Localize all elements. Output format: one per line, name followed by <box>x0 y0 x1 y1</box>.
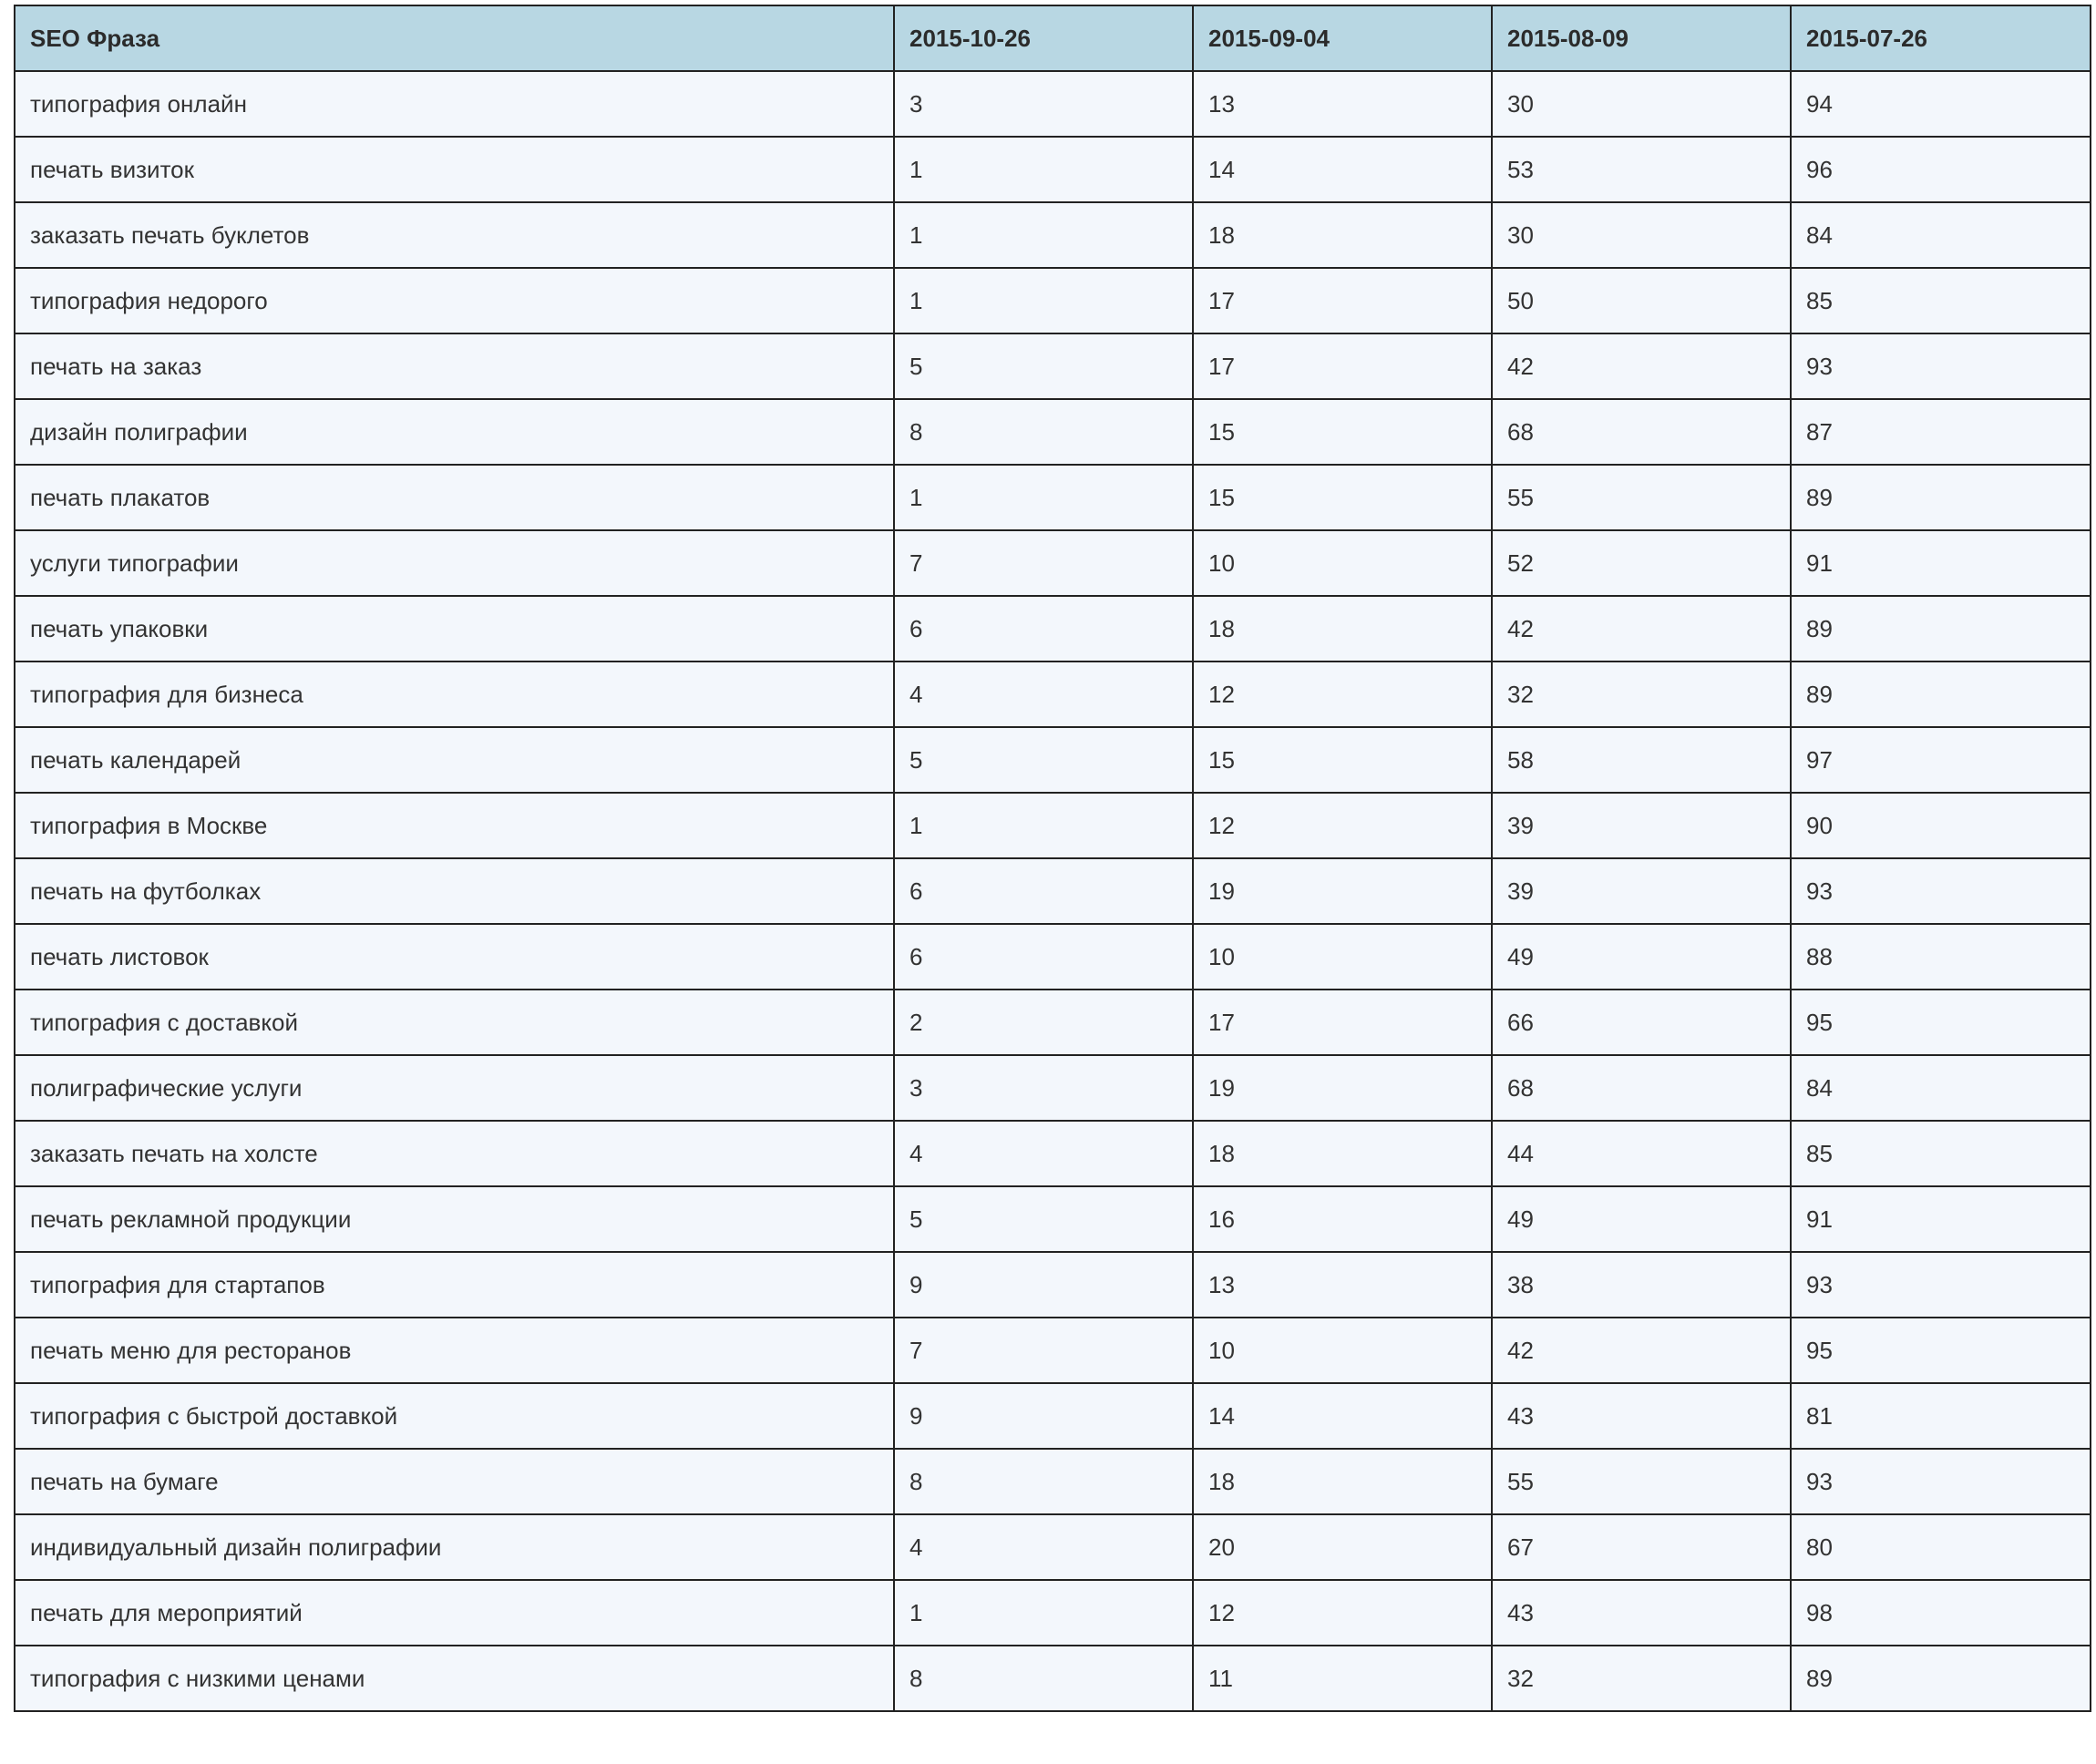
position-cell: 94 <box>1791 71 2091 137</box>
position-cell: 80 <box>1791 1514 2091 1580</box>
seo-phrase-cell: заказать печать буклетов <box>15 202 894 268</box>
position-cell: 42 <box>1492 1318 1791 1383</box>
seo-phrase-cell: типография для стартапов <box>15 1252 894 1318</box>
table-row <box>15 1646 2091 1711</box>
seo-phrase-cell: услуги типографии <box>15 530 894 596</box>
position-cell: 84 <box>1791 202 2091 268</box>
position-cell: 49 <box>1492 924 1791 990</box>
seo-phrase-cell: типография недорого <box>15 268 894 333</box>
position-cell: 50 <box>1492 268 1791 333</box>
seo-phrase-cell: печать календарей <box>15 727 894 793</box>
table-row <box>15 1252 2091 1318</box>
position-cell: 9 <box>894 1383 1193 1449</box>
table-row <box>15 1318 2091 1383</box>
table-row <box>15 1055 2091 1121</box>
position-cell: 89 <box>1791 465 2091 530</box>
position-cell: 19 <box>1193 1055 1492 1121</box>
position-cell: 17 <box>1193 333 1492 399</box>
position-cell: 1 <box>894 202 1193 268</box>
position-cell: 4 <box>894 662 1193 727</box>
table-row <box>15 71 2091 137</box>
position-cell: 19 <box>1193 858 1492 924</box>
position-cell: 93 <box>1791 858 2091 924</box>
position-cell: 8 <box>894 399 1193 465</box>
position-cell: 43 <box>1492 1580 1791 1646</box>
position-cell: 32 <box>1492 662 1791 727</box>
position-cell: 6 <box>894 596 1193 662</box>
position-cell: 90 <box>1791 793 2091 858</box>
position-cell: 68 <box>1492 399 1791 465</box>
position-cell: 1 <box>894 268 1193 333</box>
seo-phrase-cell: типография для бизнеса <box>15 662 894 727</box>
position-cell: 6 <box>894 924 1193 990</box>
seo-phrase-cell: индивидуальный дизайн полиграфии <box>15 1514 894 1580</box>
position-cell: 97 <box>1791 727 2091 793</box>
position-cell: 42 <box>1492 333 1791 399</box>
seo-phrase-cell: печать для мероприятий <box>15 1580 894 1646</box>
table-row <box>15 727 2091 793</box>
table-body <box>15 71 2091 1711</box>
position-cell: 53 <box>1492 137 1791 202</box>
position-cell: 18 <box>1193 202 1492 268</box>
position-cell: 3 <box>894 71 1193 137</box>
position-cell: 96 <box>1791 137 2091 202</box>
position-cell: 85 <box>1791 1121 2091 1186</box>
header-date[interactable]: 2015-10-26 <box>894 5 1193 71</box>
table-row <box>15 530 2091 596</box>
position-cell: 5 <box>894 727 1193 793</box>
position-cell: 18 <box>1193 596 1492 662</box>
position-cell: 5 <box>894 1186 1193 1252</box>
position-cell: 1 <box>894 137 1193 202</box>
table-row <box>15 399 2091 465</box>
seo-phrase-cell: полиграфические услуги <box>15 1055 894 1121</box>
position-cell: 42 <box>1492 596 1791 662</box>
table-row <box>15 1449 2091 1514</box>
table-row <box>15 1383 2091 1449</box>
position-cell: 91 <box>1791 1186 2091 1252</box>
position-cell: 32 <box>1492 1646 1791 1711</box>
position-cell: 13 <box>1193 71 1492 137</box>
header-date[interactable]: 2015-07-26 <box>1791 5 2091 71</box>
seo-phrase-cell: печать на футболках <box>15 858 894 924</box>
position-cell: 85 <box>1791 268 2091 333</box>
position-cell: 91 <box>1791 530 2091 596</box>
position-cell: 1 <box>894 465 1193 530</box>
position-cell: 7 <box>894 1318 1193 1383</box>
position-cell: 15 <box>1193 465 1492 530</box>
header-date[interactable]: 2015-08-09 <box>1492 5 1791 71</box>
seo-phrase-cell: печать визиток <box>15 137 894 202</box>
table-row <box>15 596 2091 662</box>
seo-phrase-cell: типография в Москве <box>15 793 894 858</box>
position-cell: 93 <box>1791 333 2091 399</box>
position-cell: 14 <box>1193 137 1492 202</box>
position-cell: 5 <box>894 333 1193 399</box>
position-cell: 8 <box>894 1646 1193 1711</box>
table-row <box>15 268 2091 333</box>
position-cell: 58 <box>1492 727 1791 793</box>
position-cell: 68 <box>1492 1055 1791 1121</box>
position-cell: 18 <box>1193 1449 1492 1514</box>
position-cell: 81 <box>1791 1383 2091 1449</box>
seo-phrase-cell: печать плакатов <box>15 465 894 530</box>
seo-phrase-cell: заказать печать на холсте <box>15 1121 894 1186</box>
table-header <box>15 5 2091 71</box>
seo-phrase-cell: печать на заказ <box>15 333 894 399</box>
position-cell: 8 <box>894 1449 1193 1514</box>
table-row <box>15 793 2091 858</box>
position-cell: 67 <box>1492 1514 1791 1580</box>
position-cell: 93 <box>1791 1252 2091 1318</box>
position-cell: 52 <box>1492 530 1791 596</box>
position-cell: 30 <box>1492 71 1791 137</box>
position-cell: 17 <box>1193 268 1492 333</box>
position-cell: 10 <box>1193 530 1492 596</box>
table-row <box>15 858 2091 924</box>
position-cell: 87 <box>1791 399 2091 465</box>
table-row <box>15 465 2091 530</box>
position-cell: 14 <box>1193 1383 1492 1449</box>
table-row <box>15 333 2091 399</box>
seo-phrase-cell: дизайн полиграфии <box>15 399 894 465</box>
header-row <box>15 5 2091 71</box>
seo-phrase-cell: типография с доставкой <box>15 990 894 1055</box>
position-cell: 12 <box>1193 662 1492 727</box>
table-row <box>15 990 2091 1055</box>
position-cell: 30 <box>1492 202 1791 268</box>
position-cell: 1 <box>894 1580 1193 1646</box>
position-cell: 95 <box>1791 990 2091 1055</box>
position-cell: 7 <box>894 530 1193 596</box>
position-cell: 4 <box>894 1121 1193 1186</box>
position-cell: 6 <box>894 858 1193 924</box>
position-cell: 38 <box>1492 1252 1791 1318</box>
table-row <box>15 1514 2091 1580</box>
seo-phrase-cell: типография с низкими ценами <box>15 1646 894 1711</box>
seo-phrase-cell: типография с быстрой доставкой <box>15 1383 894 1449</box>
seo-ranking-table <box>14 5 2091 1712</box>
header-seo-phrase[interactable]: SEO Фраза <box>15 5 894 71</box>
position-cell: 11 <box>1193 1646 1492 1711</box>
position-cell: 16 <box>1193 1186 1492 1252</box>
seo-ranking-table-container <box>14 5 2090 1712</box>
seo-phrase-cell: печать листовок <box>15 924 894 990</box>
position-cell: 98 <box>1791 1580 2091 1646</box>
table-row <box>15 662 2091 727</box>
position-cell: 49 <box>1492 1186 1791 1252</box>
position-cell: 15 <box>1193 727 1492 793</box>
position-cell: 3 <box>894 1055 1193 1121</box>
position-cell: 17 <box>1193 990 1492 1055</box>
position-cell: 9 <box>894 1252 1193 1318</box>
table-row <box>15 137 2091 202</box>
seo-phrase-cell: типография онлайн <box>15 71 894 137</box>
table-row <box>15 924 2091 990</box>
position-cell: 20 <box>1193 1514 1492 1580</box>
seo-phrase-cell: печать меню для ресторанов <box>15 1318 894 1383</box>
position-cell: 39 <box>1492 793 1791 858</box>
seo-phrase-cell: печать на бумаге <box>15 1449 894 1514</box>
position-cell: 1 <box>894 793 1193 858</box>
position-cell: 2 <box>894 990 1193 1055</box>
position-cell: 84 <box>1791 1055 2091 1121</box>
position-cell: 10 <box>1193 924 1492 990</box>
position-cell: 88 <box>1791 924 2091 990</box>
position-cell: 12 <box>1193 793 1492 858</box>
position-cell: 39 <box>1492 858 1791 924</box>
table-row <box>15 1186 2091 1252</box>
position-cell: 89 <box>1791 596 2091 662</box>
position-cell: 10 <box>1193 1318 1492 1383</box>
position-cell: 15 <box>1193 399 1492 465</box>
position-cell: 55 <box>1492 465 1791 530</box>
header-date[interactable]: 2015-09-04 <box>1193 5 1492 71</box>
position-cell: 44 <box>1492 1121 1791 1186</box>
position-cell: 89 <box>1791 1646 2091 1711</box>
seo-phrase-cell: печать упаковки <box>15 596 894 662</box>
seo-phrase-cell: печать рекламной продукции <box>15 1186 894 1252</box>
table-row <box>15 1580 2091 1646</box>
position-cell: 12 <box>1193 1580 1492 1646</box>
position-cell: 93 <box>1791 1449 2091 1514</box>
position-cell: 43 <box>1492 1383 1791 1449</box>
position-cell: 13 <box>1193 1252 1492 1318</box>
position-cell: 55 <box>1492 1449 1791 1514</box>
position-cell: 18 <box>1193 1121 1492 1186</box>
table-row <box>15 1121 2091 1186</box>
table-row <box>15 202 2091 268</box>
position-cell: 4 <box>894 1514 1193 1580</box>
position-cell: 95 <box>1791 1318 2091 1383</box>
position-cell: 89 <box>1791 662 2091 727</box>
position-cell: 66 <box>1492 990 1791 1055</box>
